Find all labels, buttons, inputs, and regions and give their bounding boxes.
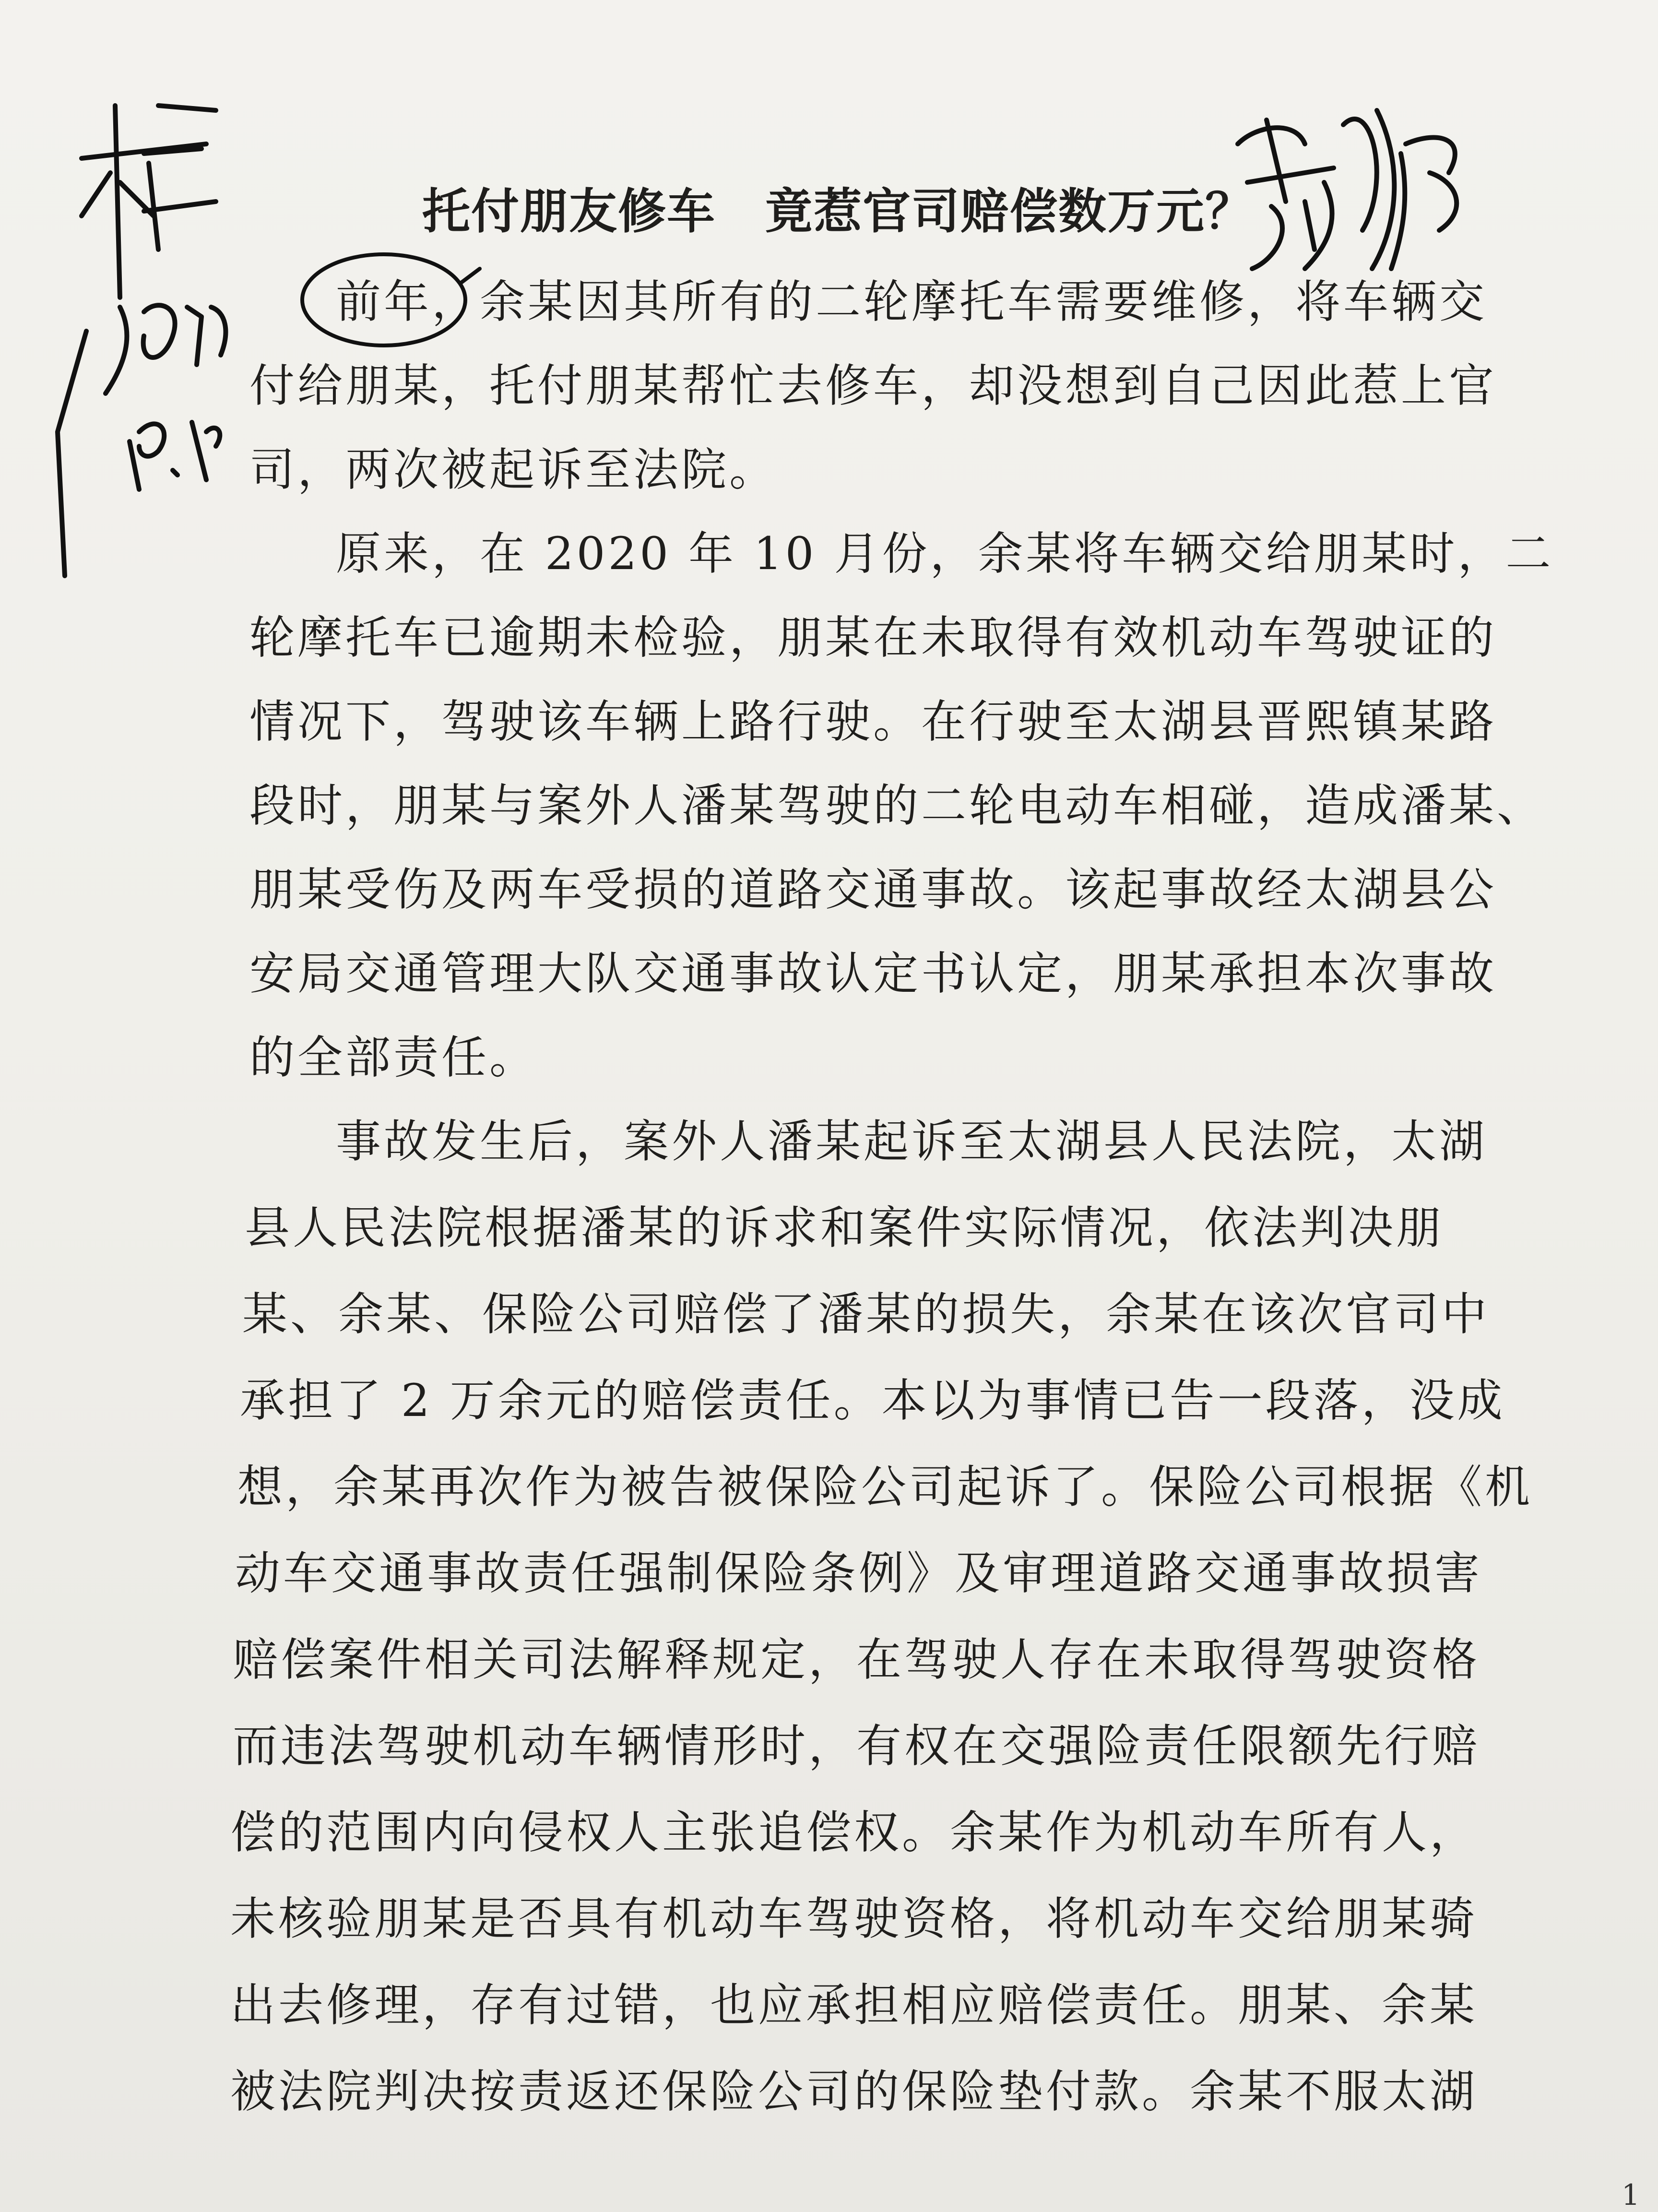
body-line: 段时，朋某与案外人潘某驾驶的二轮电动车相碰，造成潘某、 [249, 780, 1545, 832]
body-line: 动车交通事故责任强制保险条例》及审理道路交通事故损害 [235, 1547, 1483, 1600]
handwritten-note-left [58, 106, 225, 576]
body-line: 偿的范围内向侵权人主张追偿权。余某作为机动车所有人， [230, 1807, 1478, 1859]
body-line: 轮摩托车已逾期未检验，朋某在未取得有效机动车驾驶证的 [249, 612, 1497, 664]
page-title: 托付朋友修车 竟惹官司赔偿数万元？ [422, 183, 1254, 239]
body-line: 安局交通管理大队交通事故认定书认定，朋某承担本次事故 [249, 948, 1497, 1000]
body-line: 付给朋某，托付朋某帮忙去修车，却没想到自己因此惹上官 [249, 360, 1497, 412]
body-line: 被法院判决按责返还保险公司的保险垫付款。余某不服太湖 [230, 2066, 1478, 2118]
body-line: 前年，余某因其所有的二轮摩托车需要维修，将车辆交 [336, 276, 1488, 328]
body-line: 的全部责任。 [249, 1032, 538, 1084]
body-line: 想，余某再次作为被告被保险公司起诉了。保险公司根据《机 [237, 1461, 1533, 1513]
body-line: 县人民法院根据潘某的诉求和案件实际情况，依法判决朋 [245, 1202, 1445, 1254]
body-line: 事故发生后，案外人潘某起诉至太湖县人民法院，太湖 [336, 1116, 1488, 1168]
body-line: 承担了 2 万余元的赔偿责任。本以为事情已告一段落，没成 [240, 1375, 1505, 1427]
body-line: 赔偿案件相关司法解释规定，在驾驶人存在未取得驾驶资格 [233, 1634, 1480, 1686]
body-line: 出去修理，存有过错，也应承担相应赔偿责任。朋某、余某 [230, 1979, 1478, 2032]
body-line: 原来，在 2020 年 10 月份，余某将车辆交给朋某时，二 [336, 528, 1554, 580]
body-line: 情况下，驾驶该车辆上路行驶。在行驶至太湖县晋熙镇某路 [249, 696, 1497, 748]
handwritten-signature-right [1238, 110, 1457, 269]
body-line: 而违法驾驶机动车辆情形时，有权在交强险责任限额先行赔 [233, 1720, 1480, 1772]
body-line: 司，两次被起诉至法院。 [249, 444, 778, 496]
page-number: 1 [1622, 2178, 1640, 2212]
body-line: 某、余某、保险公司赔偿了潘某的损失，余某在该次官司中 [242, 1288, 1490, 1341]
body-line: 未核验朋某是否具有机动车驾驶资格，将机动车交给朋某骑 [230, 1893, 1478, 1945]
body-line: 朋某受伤及两车受损的道路交通事故。该起事故经太湖县公 [249, 864, 1497, 916]
